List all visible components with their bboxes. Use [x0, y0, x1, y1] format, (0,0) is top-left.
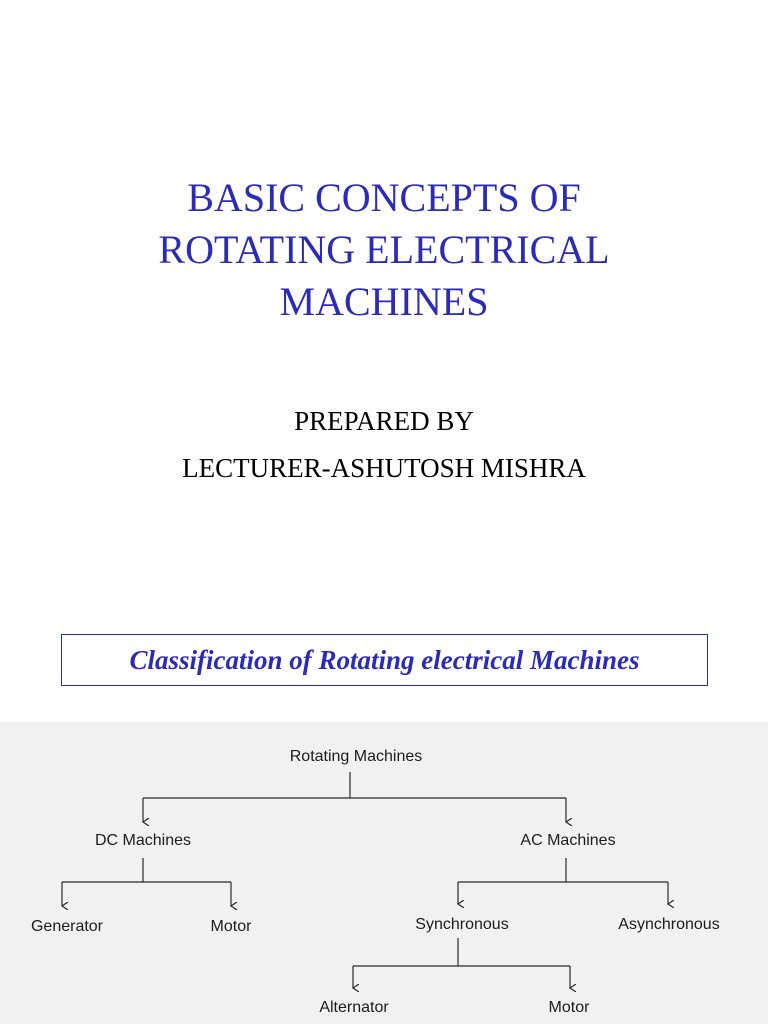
byline-author: LECTURER-ASHUTOSH MISHRA: [182, 453, 586, 483]
classification-tree: [0, 722, 768, 1024]
node-alternator: Alternator: [319, 999, 389, 1016]
title-line-3: MACHINES: [279, 279, 489, 324]
node-ac-machines: AC Machines: [520, 832, 616, 849]
document-title: [0, 172, 768, 328]
node-rotating-machines: Rotating Machines: [289, 748, 423, 765]
title-line-2: ROTATING ELECTRICAL: [158, 227, 610, 272]
tree-connectors: [62, 772, 668, 988]
node-synchronous: Synchronous: [415, 916, 509, 933]
author-byline: [0, 398, 768, 492]
node-asynchronous: Asynchronous: [618, 916, 720, 933]
node-generator: Generator: [30, 918, 104, 935]
node-dc-machines: DC Machines: [94, 832, 192, 849]
byline-prepared-by: PREPARED BY: [294, 406, 474, 436]
classification-heading: Classification of Rotating electrical Machines: [61, 634, 708, 686]
node-dc-motor: Motor: [210, 918, 252, 935]
classification-tree-figure: [0, 722, 768, 1024]
node-sync-motor: Motor: [548, 999, 590, 1016]
title-line-1: BASIC CONCEPTS OF: [187, 175, 581, 220]
